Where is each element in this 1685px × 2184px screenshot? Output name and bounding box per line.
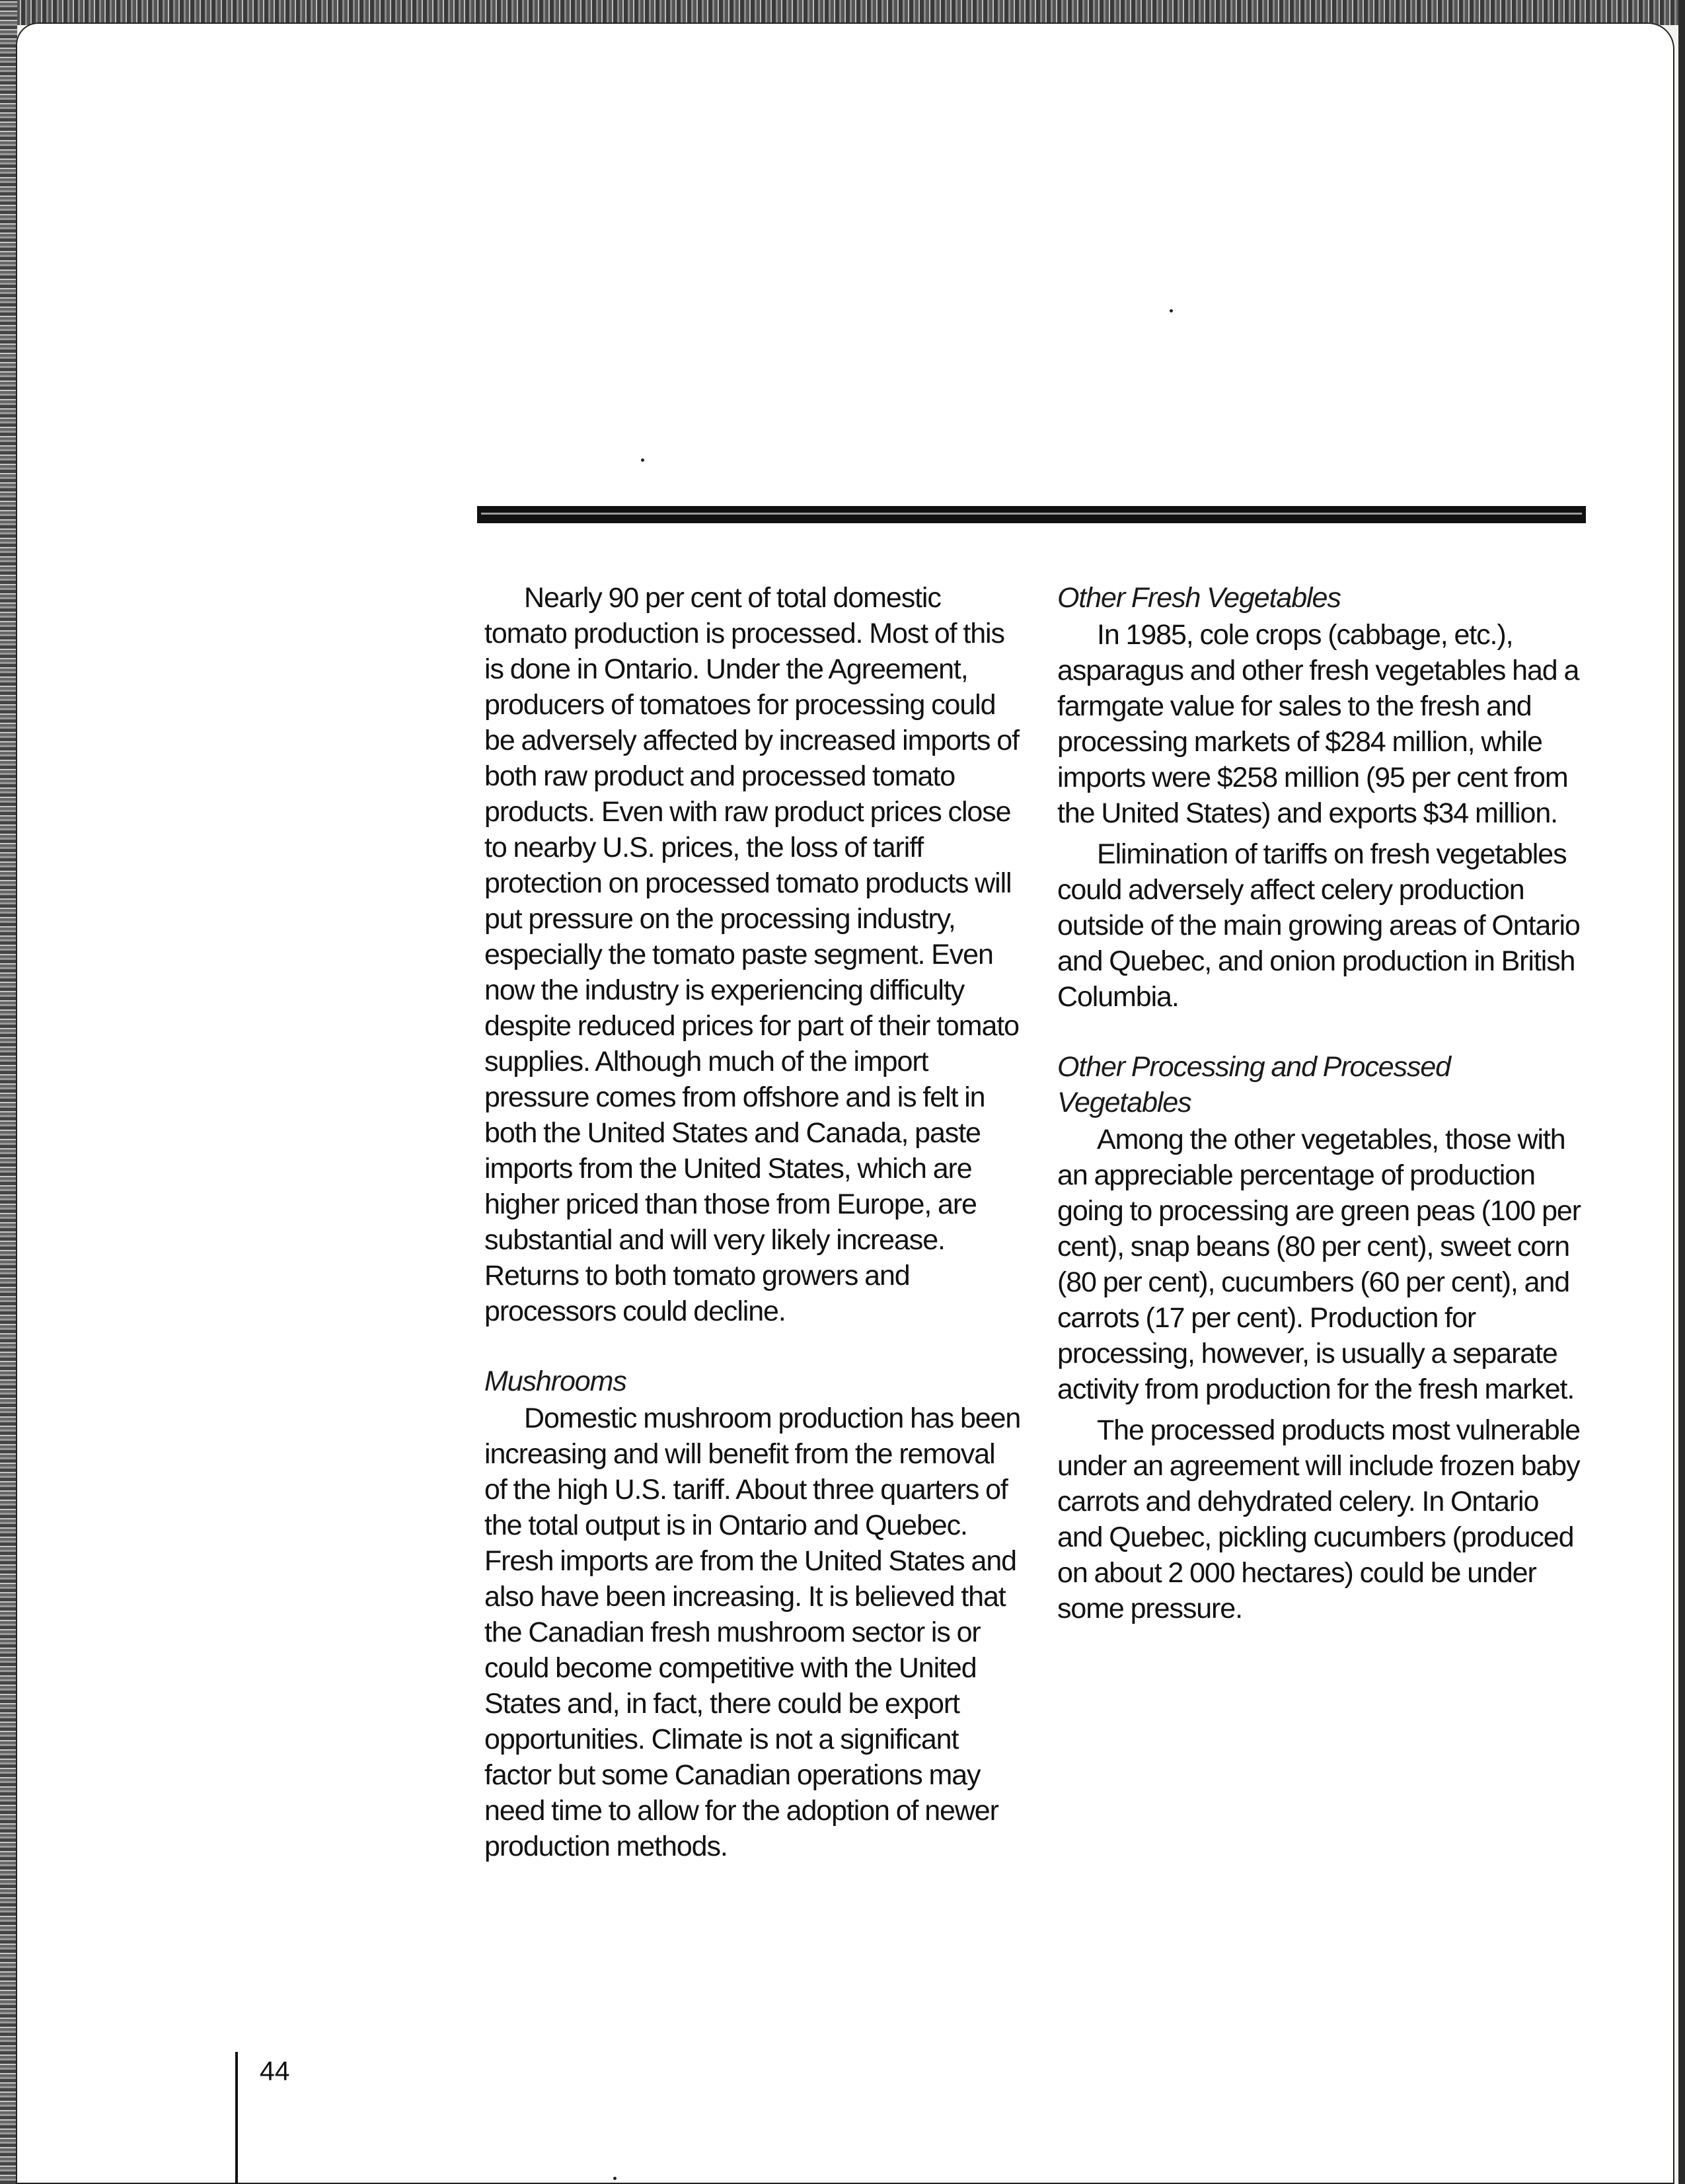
tomato-paragraph: Nearly 90 per cent of total domestic tomato production is processed. Most of this is done in Ontario. Under the Agreement, producers of tomatoes for processing could be adversely affected by increased imports of both raw product and processed tomato products. Even with raw product prices close to nearby U.S. prices, the loss of tariff protection on processed tomato products will put pressure on the processing industry, especially the tomato paste segment. Even now the industry is experiencing difficulty despite reduced prices for part of their tomato supplies. Although much of the import pressure comes from offshore and is felt in both the United States and Canada, paste imports from the United States, which are higher priced than those from Europe, are substantial and will very likely increase. Returns to both tomato growers and processors could decline. [484,582,1019,1327]
right-column [1057,580,1586,1626]
section-gap [484,1329,1021,1364]
fresh-vegetables-paragraph-1: In 1985, cole crops (cabbage, etc.), asparagus and other fresh vegetables had a farmgate value for sales to the fresh and processing markets of $284 million, while imports were $258 million (95 per cent from the United States) and exports $34 million. [1057,619,1579,829]
scan-speck [613,2177,617,2180]
scan-left-edge [0,0,17,2184]
processed-vegetables-paragraph-2: The processed products most vulnerable under an agreement will include frozen baby carrots and dehydrated celery. In Ontario and Quebec, pickling cucumbers (produced on about 2 000 hectares) could be under some pressure. [1057,1414,1580,1624]
section-rule [477,506,1586,523]
processed-vegetables-heading: Other Processing and Processed Vegetables [1057,1051,1450,1118]
scan-top-edge [0,0,1685,25]
mushrooms-heading: Mushrooms [484,1365,626,1397]
fresh-vegetables-paragraph-2: Elimination of tariffs on fresh vegetables could adversely affect celery production outside of the main growing areas of Ontario and Quebec, and onion production in British Columbia. [1057,838,1580,1013]
scan-right-edge [1678,0,1685,2184]
left-column [484,580,1021,1864]
scan-speck [641,458,644,462]
margin-line [235,2052,238,2184]
other-fresh-vegetables-heading: Other Fresh Vegetables [1057,582,1341,614]
section-gap [1057,1015,1586,1049]
page-number: 44 [260,2056,290,2086]
scan-speck [1170,309,1173,312]
processed-vegetables-paragraph-1: Among the other vegetables, those with an appreciable percentage of production going to processing are green peas (100 per cent), snap beans (80 per cent), sweet corn (80 per cent), cucumbers (60 per cent), and carrots (17 per cent). Production for processing, however, is usually a separate activity from production for the fresh market. [1057,1124,1581,1405]
mushrooms-paragraph: Domestic mushroom production has been increasing and will benefit from the removal of the high U.S. tariff. About three quarters of the total output is in Ontario and Quebec. Fresh imports are from the United States and also have been increasing. It is believed that the Canadian fresh mushroom sector is or could become competitive with the United States and, in fact, there could be export opportunities. Climate is not a significant factor but some Canadian operations may need time to allow for the adoption of newer production methods. [484,1402,1021,1862]
